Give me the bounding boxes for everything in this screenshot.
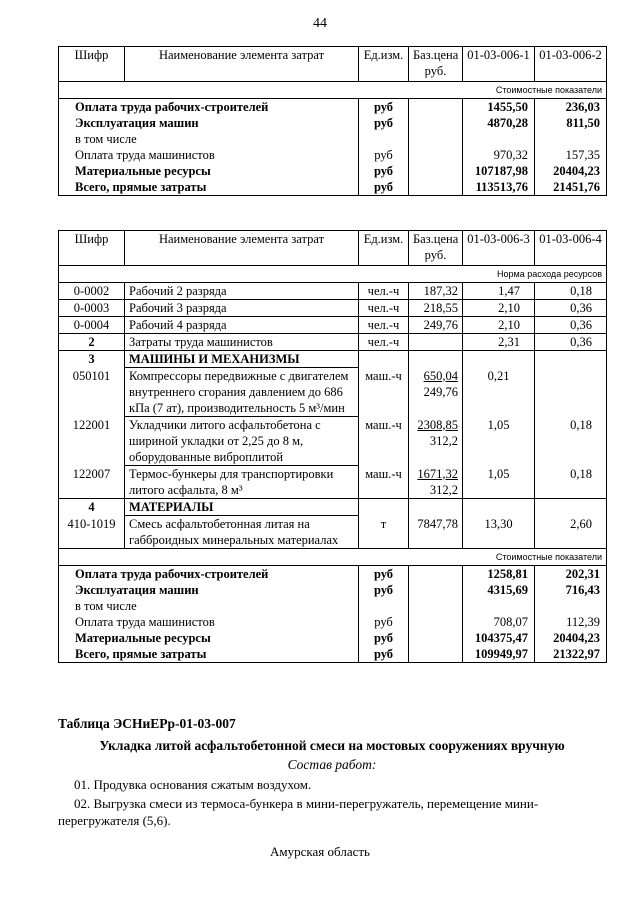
summary-unit: руб: [359, 115, 409, 131]
summary-unit: [359, 131, 409, 147]
resource-row: [59, 417, 607, 466]
summary-value-a: 109949,97: [463, 646, 535, 663]
header-base-price: Баз.цена руб.: [409, 231, 463, 266]
summary-row: [59, 630, 607, 646]
resource-row: [59, 466, 607, 499]
resource-price: 7847,78: [409, 516, 463, 549]
summary-value-b: 20404,23: [535, 630, 607, 646]
summary-value-a: 107187,98: [463, 163, 535, 179]
resource-price-primary: 2308,85: [417, 417, 458, 432]
summary-base: [409, 131, 463, 147]
resource-row: [59, 368, 607, 417]
summary-base: [409, 598, 463, 614]
summary-unit: руб: [359, 163, 409, 179]
summary-unit: руб: [359, 630, 409, 646]
resource-price-secondary: 312,2: [429, 482, 458, 497]
summary-row: [59, 131, 607, 147]
resource-norm-b: 0,18: [535, 283, 607, 300]
summary-value-a: 104375,47: [463, 630, 535, 646]
header-code: Шифр: [59, 231, 125, 266]
resource-price-secondary: 312,2: [429, 433, 458, 448]
summary-base: [409, 163, 463, 179]
resource-code: 0-0004: [59, 317, 125, 334]
resource-price: [409, 334, 463, 351]
resource-norm-a: 2,10: [463, 300, 535, 317]
summary-row: [59, 614, 607, 630]
summary-value-b: 21451,76: [535, 179, 607, 196]
summary-name: Оплата труда машинистов: [59, 614, 359, 630]
resource-norm-a: 1,47: [463, 283, 535, 300]
resource-name: Смесь асфальтобетонная литая на габброидных минеральных материалах: [125, 516, 359, 549]
subheader-cost: Стоимостные показатели: [59, 549, 607, 566]
header-col-b: 01-03-006-4: [535, 231, 607, 266]
section-code: 3: [59, 351, 125, 368]
header-code: Шифр: [59, 47, 125, 82]
resource-unit: чел.-ч: [359, 283, 409, 300]
summary-name: Всего, прямые затраты: [59, 179, 359, 196]
table-header-row: [59, 47, 607, 82]
summary-name: в том числе: [59, 131, 359, 147]
summary-row: [59, 566, 607, 583]
summary-value-a: 4870,28: [463, 115, 535, 131]
summary-row: [59, 646, 607, 663]
subheader-cost: Стоимостные показатели: [59, 82, 607, 99]
resource-price: 218,55: [409, 300, 463, 317]
summary-row: [59, 163, 607, 179]
resource-unit: т: [359, 516, 409, 549]
summary-base: [409, 179, 463, 196]
resource-row: [59, 334, 607, 351]
summary-base: [409, 147, 463, 163]
subheader-row: [59, 266, 607, 283]
table-header-row: [59, 231, 607, 266]
resource-price-primary: 650,04: [423, 368, 458, 383]
summary-unit: [359, 598, 409, 614]
summary-base: [409, 99, 463, 116]
header-name: Наименование элемента затрат: [125, 231, 359, 266]
resource-norm-b: 0,36: [535, 300, 607, 317]
resource-norm-b: 0,18: [535, 466, 607, 499]
resource-code: 0-0002: [59, 283, 125, 300]
summary-value-a: 1455,50: [463, 99, 535, 116]
resource-price-secondary: 249,76: [423, 384, 458, 399]
resource-norm-a: 2,31: [463, 334, 535, 351]
resource-norm-b: 2,60: [535, 516, 607, 549]
summary-name: Оплата труда рабочих-строителей: [59, 566, 359, 583]
summary-value-a: [463, 598, 535, 614]
section-name: МАТЕРИАЛЫ: [125, 499, 359, 516]
subheader-row: [59, 82, 607, 99]
resource-price: 249,76: [409, 317, 463, 334]
summary-body-2: [59, 566, 607, 663]
summary-name: Материальные ресурсы: [59, 163, 359, 179]
resource-code: 122001: [59, 417, 125, 466]
resource-price: [409, 466, 463, 499]
summary-name: Оплата труда машинистов: [59, 147, 359, 163]
summary-value-b: 716,43: [535, 582, 607, 598]
summary-row: [59, 115, 607, 131]
summary-unit: руб: [359, 646, 409, 663]
cost-table-2: [58, 230, 607, 663]
summary-base: [409, 115, 463, 131]
page-number: 44: [313, 16, 327, 31]
header-col-b: 01-03-006-2: [535, 47, 607, 82]
summary-row: [59, 147, 607, 163]
summary-name: Оплата труда рабочих-строителей: [59, 99, 359, 116]
resource-code: 2: [59, 334, 125, 351]
resource-name: Рабочий 4 разряда: [125, 317, 359, 334]
summary-value-b: 157,35: [535, 147, 607, 163]
header-unit: Ед.изм.: [359, 47, 409, 82]
header-name: Наименование элемента затрат: [125, 47, 359, 82]
summary-value-b: 20404,23: [535, 163, 607, 179]
summary-unit: руб: [359, 99, 409, 116]
subheader-row: [59, 549, 607, 566]
subheader-norm: Норма расхода ресурсов: [59, 266, 607, 283]
resource-price: 187,32: [409, 283, 463, 300]
summary-unit: руб: [359, 614, 409, 630]
section-name: МАШИНЫ И МЕХАНИЗМЫ: [125, 351, 359, 368]
summary-unit: руб: [359, 147, 409, 163]
summary-value-a: 113513,76: [463, 179, 535, 196]
resource-name: Укладчики литого асфальтобетона с шириной укладки от 2,25 до 8 м, оборудованные виброплитой: [125, 417, 359, 466]
summary-value-b: 236,03: [535, 99, 607, 116]
summary-row: [59, 582, 607, 598]
resource-code: 050101: [59, 368, 125, 417]
resource-name: Компрессоры передвижные с двигателем внутреннего сгорания давлением до 686 кПа (7 ат), производительность 5 м³/мин: [125, 368, 359, 417]
resource-name: Рабочий 2 разряда: [125, 283, 359, 300]
summary-value-b: 202,31: [535, 566, 607, 583]
resource-unit: чел.-ч: [359, 334, 409, 351]
summary-row: [59, 99, 607, 116]
resource-unit: чел.-ч: [359, 317, 409, 334]
resource-unit: маш.-ч: [359, 466, 409, 499]
resource-name: Рабочий 3 разряда: [125, 300, 359, 317]
summary-value-b: [535, 131, 607, 147]
resource-row: [59, 283, 607, 300]
summary-unit: руб: [359, 566, 409, 583]
resource-price-primary: 1671,32: [417, 466, 458, 481]
summary-unit: руб: [359, 179, 409, 196]
section-code: 4: [59, 499, 125, 516]
summary-value-a: 970,32: [463, 147, 535, 163]
summary-base: [409, 630, 463, 646]
resource-norm-b: 0,36: [535, 317, 607, 334]
summary-value-b: 21322,97: [535, 646, 607, 663]
resource-norm-a: 1,05: [463, 417, 535, 466]
work-item: 02. Выгрузка смеси из термоса-бункера в мини-перегружатель, перемещение мини-перегружателя (5,6).: [58, 796, 539, 828]
summary-name: Всего, прямые затраты: [59, 646, 359, 663]
summary-base: [409, 566, 463, 583]
work-item: 01. Продувка основания сжатым воздухом.: [74, 777, 312, 792]
summary-name: Материальные ресурсы: [59, 630, 359, 646]
summary-name: в том числе: [59, 598, 359, 614]
summary-value-b: 811,50: [535, 115, 607, 131]
summary-unit: руб: [359, 582, 409, 598]
summary-value-a: 4315,69: [463, 582, 535, 598]
summary-value-a: 708,07: [463, 614, 535, 630]
resource-norm-a: 1,05: [463, 466, 535, 499]
resource-price: [409, 368, 463, 417]
resource-row: [59, 516, 607, 549]
summary-value-b: 112,39: [535, 614, 607, 630]
section-row: [59, 499, 607, 516]
header-col-a: 01-03-006-1: [463, 47, 535, 82]
resource-price: [409, 417, 463, 466]
resource-norm-b: [535, 368, 607, 417]
resource-norm-a: 2,10: [463, 317, 535, 334]
summary-base: [409, 646, 463, 663]
resource-code: 0-0003: [59, 300, 125, 317]
summary-name: Эксплуатация машин: [59, 115, 359, 131]
resource-norm-b: 0,18: [535, 417, 607, 466]
summary-body-1: [59, 99, 607, 196]
resource-row: [59, 317, 607, 334]
summary-base: [409, 614, 463, 630]
works-header: Состав работ:: [287, 757, 377, 772]
table-title: Таблица ЭСНиЕРр-01-03-007: [58, 716, 236, 731]
summary-value-b: [535, 598, 607, 614]
resource-code: 410-1019: [59, 516, 125, 549]
resource-code: 122007: [59, 466, 125, 499]
resource-norm-a: 0,21: [463, 368, 535, 417]
resource-unit: маш.-ч: [359, 417, 409, 466]
summary-row: [59, 179, 607, 196]
summary-value-a: [463, 131, 535, 147]
resource-row: [59, 300, 607, 317]
header-col-a: 01-03-006-3: [463, 231, 535, 266]
resource-unit: чел.-ч: [359, 300, 409, 317]
resource-unit: маш.-ч: [359, 368, 409, 417]
cost-table-1: [58, 46, 607, 196]
resource-norm-a: 13,30: [463, 516, 535, 549]
resource-norm-b: 0,36: [535, 334, 607, 351]
header-base-price: Баз.цена руб.: [409, 47, 463, 82]
summary-row: [59, 598, 607, 614]
region-label: Амурская область: [270, 844, 370, 859]
summary-name: Эксплуатация машин: [59, 582, 359, 598]
section-row: [59, 351, 607, 368]
summary-value-a: 1258,81: [463, 566, 535, 583]
resource-name: Затраты труда машинистов: [125, 334, 359, 351]
table-subtitle: Укладка литой асфальтобетонной смеси на мостовых сооружениях вручную: [99, 738, 565, 753]
summary-base: [409, 582, 463, 598]
resource-name: Термос-бункеры для транспортировки литого асфальта, 8 м³: [125, 466, 359, 499]
header-unit: Ед.изм.: [359, 231, 409, 266]
